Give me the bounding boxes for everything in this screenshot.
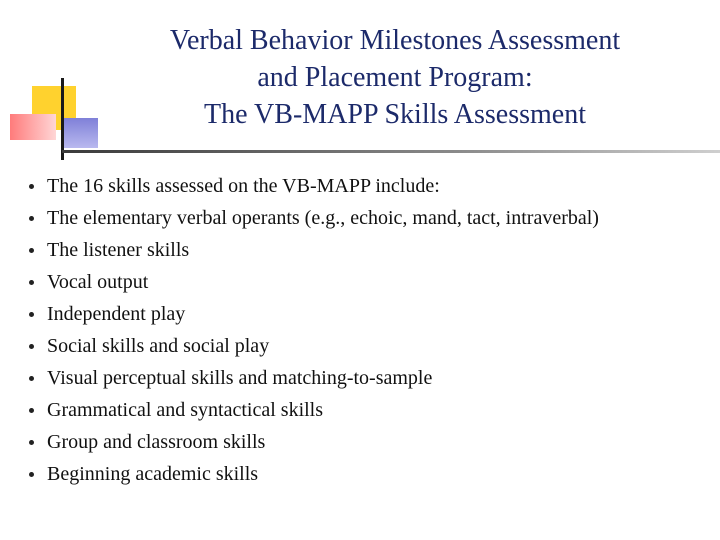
slide-title [95,22,695,133]
title-line-2: and Placement Program: [257,62,533,93]
list-item [0,330,720,362]
list-item [0,266,720,298]
bullet-text: Independent play [47,303,186,325]
bullet-text: The listener skills [47,239,190,261]
bullet-text: Visual perceptual skills and matching-to-sample [47,367,433,389]
title-line-1: Verbal Behavior Milestones Assessment [169,25,621,56]
bullet-icon [29,312,34,317]
bullet-icon [29,440,34,445]
bullet-icon [29,472,34,477]
title-line-3: The VB-MAPP Skills Assessment [204,99,586,130]
bullet-text: The elementary verbal operants (e.g., echoic, mand, tact, intraverbal) [47,207,599,229]
bullet-text: Vocal output [47,271,149,293]
list-item [0,170,720,202]
vertical-rule [61,78,64,160]
bullet-text: Beginning academic skills [47,463,259,485]
bullet-icon [29,216,34,221]
red-bar-decoration [10,114,56,140]
list-item [0,426,720,458]
bullet-icon [29,184,34,189]
bullet-icon [29,344,34,349]
blue-square-decoration [64,118,98,148]
list-item [0,298,720,330]
list-item [0,234,720,266]
bullet-icon [29,280,34,285]
bullet-icon [29,408,34,413]
title-underline-rule [62,150,720,153]
bullet-icon [29,248,34,253]
bullet-text: Grammatical and syntactical skills [47,399,324,421]
list-item [0,394,720,426]
bullet-icon [29,376,34,381]
list-item [0,458,720,490]
bullet-text: The 16 skills assessed on the VB-MAPP include: [47,175,440,197]
list-item [0,202,720,234]
skills-bullet-list [0,170,720,490]
list-item [0,362,720,394]
bullet-text: Social skills and social play [47,335,270,357]
bullet-text: Group and classroom skills [47,431,266,453]
